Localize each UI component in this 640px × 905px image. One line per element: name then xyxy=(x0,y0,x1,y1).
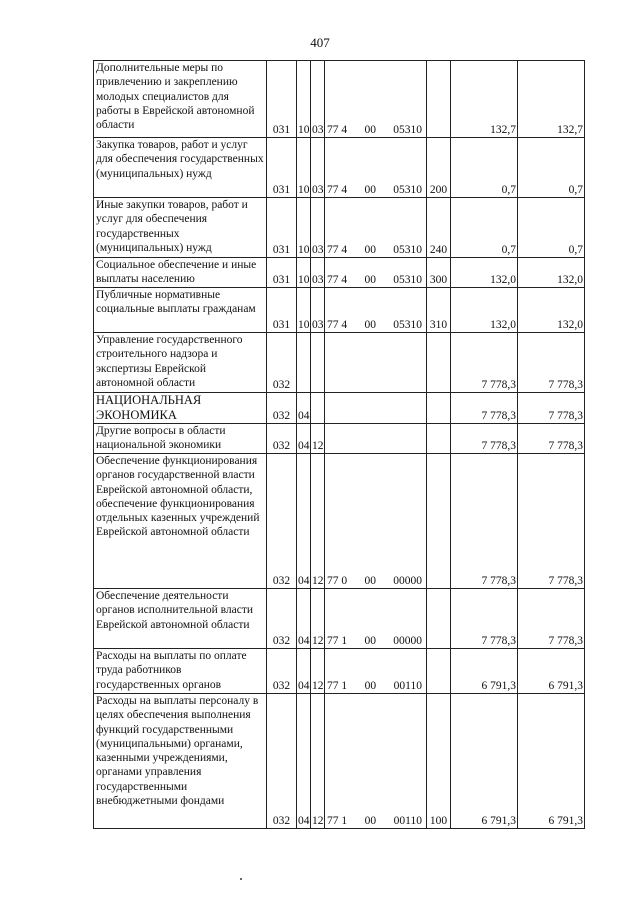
amount-second-year: 7 778,3 xyxy=(518,424,585,454)
footer-mark xyxy=(240,878,242,880)
target-article-parts xyxy=(326,183,425,197)
target-code-part: 05310 xyxy=(393,183,422,196)
section-code: 10 xyxy=(297,61,311,138)
target-code-part: 00 xyxy=(364,273,376,286)
target-article-code xyxy=(325,589,427,649)
target-code-part: 05310 xyxy=(393,318,422,331)
subsection-code xyxy=(311,393,325,424)
row-name: Публичные нормативные социальные выплаты гражданам xyxy=(94,288,267,333)
table-row xyxy=(94,454,585,589)
subsection-code: 03 xyxy=(311,288,325,333)
table-row xyxy=(94,424,585,454)
target-code-part: 00 xyxy=(364,814,377,827)
subsection-code: 03 xyxy=(311,198,325,258)
target-code-part: 77 1 xyxy=(327,814,348,827)
target-article-code xyxy=(325,288,427,333)
amount-first-year: 7 778,3 xyxy=(451,333,518,393)
subsection-code: 12 xyxy=(311,424,325,454)
amount-first-year: 7 778,3 xyxy=(451,393,518,424)
amount-second-year: 7 778,3 xyxy=(518,333,585,393)
amount-first-year: 0,7 xyxy=(451,198,518,258)
target-code-part: 77 4 xyxy=(327,243,348,256)
subsection-code: 03 xyxy=(311,61,325,138)
table-body xyxy=(94,61,585,829)
admin-code: 031 xyxy=(267,138,297,198)
row-name: НАЦИОНАЛЬНАЯ ЭКОНОМИКА xyxy=(94,393,267,424)
target-article-code xyxy=(325,61,427,138)
amount-first-year: 7 778,3 xyxy=(451,589,518,649)
target-article-parts xyxy=(326,634,425,648)
table-row xyxy=(94,694,585,829)
target-code-part: 00000 xyxy=(393,634,422,647)
admin-code: 032 xyxy=(267,333,297,393)
row-name: Обеспечение функционирования органов государственной власти Еврейской автономной области, обеспечение функционирования отдельных казенных учреждений Еврейской автономной области xyxy=(94,454,267,589)
table-row xyxy=(94,61,585,138)
expense-type-code xyxy=(427,393,451,424)
admin-code: 032 xyxy=(267,393,297,424)
expense-type-code: 100 xyxy=(427,694,451,829)
expense-type-code xyxy=(427,333,451,393)
admin-code: 031 xyxy=(267,61,297,138)
amount-first-year: 7 778,3 xyxy=(451,424,518,454)
section-code xyxy=(297,333,311,393)
section-code: 10 xyxy=(297,288,311,333)
expense-type-code xyxy=(427,589,451,649)
page-number: 407 xyxy=(310,35,330,50)
table-row xyxy=(94,589,585,649)
amount-second-year: 0,7 xyxy=(518,138,585,198)
subsection-code: 12 xyxy=(311,694,325,829)
target-code-part: 05310 xyxy=(393,123,422,136)
target-code-part: 00 xyxy=(364,243,376,256)
target-code-part: 00 xyxy=(364,318,376,331)
subsection-code: 03 xyxy=(311,138,325,198)
target-article-code xyxy=(325,393,427,424)
subsection-code: 12 xyxy=(311,589,325,649)
subsection-code: 12 xyxy=(311,454,325,589)
target-code-part: 05310 xyxy=(393,273,422,286)
target-article-parts xyxy=(326,123,425,137)
target-code-part: 00110 xyxy=(393,814,422,827)
target-code-part: 00 xyxy=(364,634,376,647)
target-article-parts xyxy=(326,273,425,287)
admin-code: 031 xyxy=(267,288,297,333)
target-article-code xyxy=(325,138,427,198)
table-row xyxy=(94,288,585,333)
target-article-code xyxy=(325,198,427,258)
table-row xyxy=(94,258,585,288)
section-code: 10 xyxy=(297,258,311,288)
table-row xyxy=(94,333,585,393)
amount-first-year: 0,7 xyxy=(451,138,518,198)
amount-second-year: 7 778,3 xyxy=(518,454,585,589)
amount-second-year: 7 778,3 xyxy=(518,589,585,649)
target-code-part: 77 4 xyxy=(327,273,348,286)
target-code-part: 77 1 xyxy=(327,679,348,692)
amount-first-year: 132,0 xyxy=(451,258,518,288)
target-code-part: 00000 xyxy=(393,574,422,587)
row-name: Другие вопросы в области национальной экономики xyxy=(94,424,267,454)
table-row xyxy=(94,393,585,424)
amount-second-year: 132,7 xyxy=(518,61,585,138)
amount-first-year: 6 791,3 xyxy=(451,694,518,829)
amount-first-year: 7 778,3 xyxy=(451,454,518,589)
target-code-part: 00 xyxy=(364,574,376,587)
target-code-part: 77 4 xyxy=(327,183,348,196)
target-article-parts xyxy=(326,814,425,828)
admin-code: 031 xyxy=(267,258,297,288)
target-article-code xyxy=(325,258,427,288)
row-name: Закупка товаров, работ и услуг для обеспечения государственных (муниципальных) нужд xyxy=(94,138,267,198)
admin-code: 032 xyxy=(267,649,297,694)
row-name: Расходы на выплаты персоналу в целях обеспечения выполнения функций государственными (муниципальными) органами, казенными учреждениями, органами управления государственными внебюджетными фондами xyxy=(94,694,267,829)
target-code-part: 00 xyxy=(364,183,376,196)
section-code: 04 xyxy=(297,393,311,424)
amount-second-year: 7 778,3 xyxy=(518,393,585,424)
row-name: Социальное обеспечение и иные выплаты населению xyxy=(94,258,267,288)
expense-type-code: 200 xyxy=(427,138,451,198)
amount-second-year: 132,0 xyxy=(518,258,585,288)
target-code-part: 77 1 xyxy=(327,634,348,647)
row-name: Управление государственного строительного надзора и экспертизы Еврейской автономной области xyxy=(94,333,267,393)
section-code: 04 xyxy=(297,589,311,649)
row-name: Расходы на выплаты по оплате труда работников государственных органов xyxy=(94,649,267,694)
expense-type-code xyxy=(427,424,451,454)
target-code-part: 00 xyxy=(364,679,377,692)
amount-second-year: 6 791,3 xyxy=(518,694,585,829)
section-code: 04 xyxy=(297,649,311,694)
target-code-part: 00110 xyxy=(393,679,422,692)
target-code-part: 77 4 xyxy=(327,318,348,331)
section-code: 04 xyxy=(297,424,311,454)
subsection-code: 12 xyxy=(311,649,325,694)
admin-code: 032 xyxy=(267,589,297,649)
amount-first-year: 6 791,3 xyxy=(451,649,518,694)
admin-code: 032 xyxy=(267,694,297,829)
subsection-code xyxy=(311,333,325,393)
expense-type-code xyxy=(427,61,451,138)
row-name: Дополнительные меры по привлечению и закреплению молодых специалистов для работы в Еврейской автономной области xyxy=(94,61,267,138)
target-article-parts xyxy=(326,679,425,693)
expense-type-code xyxy=(427,454,451,589)
target-code-part: 05310 xyxy=(393,243,422,256)
admin-code: 031 xyxy=(267,198,297,258)
amount-first-year: 132,7 xyxy=(451,61,518,138)
table-row xyxy=(94,198,585,258)
subsection-code: 03 xyxy=(311,258,325,288)
target-article-code xyxy=(325,333,427,393)
admin-code: 032 xyxy=(267,454,297,589)
target-code-part: 77 0 xyxy=(327,574,348,587)
target-article-parts xyxy=(326,243,425,257)
target-article-code xyxy=(325,694,427,829)
row-name: Обеспечение деятельности органов исполнительной власти Еврейской автономной области xyxy=(94,589,267,649)
expense-type-code xyxy=(427,649,451,694)
expense-type-code: 240 xyxy=(427,198,451,258)
target-code-part: 00 xyxy=(364,123,376,136)
row-name: Иные закупки товаров, работ и услуг для обеспечения государственных (муниципальных) нужд xyxy=(94,198,267,258)
section-code: 10 xyxy=(297,138,311,198)
admin-code: 032 xyxy=(267,424,297,454)
target-article-code xyxy=(325,454,427,589)
target-article-parts xyxy=(326,318,425,332)
budget-table xyxy=(93,60,585,829)
section-code: 10 xyxy=(297,198,311,258)
expense-type-code: 300 xyxy=(427,258,451,288)
table-row xyxy=(94,138,585,198)
amount-second-year: 0,7 xyxy=(518,198,585,258)
expense-type-code: 310 xyxy=(427,288,451,333)
target-article-parts xyxy=(326,574,425,588)
amount-first-year: 132,0 xyxy=(451,288,518,333)
amount-second-year: 132,0 xyxy=(518,288,585,333)
section-code: 04 xyxy=(297,454,311,589)
amount-second-year: 6 791,3 xyxy=(518,649,585,694)
target-article-code xyxy=(325,649,427,694)
target-article-code xyxy=(325,424,427,454)
table-row xyxy=(94,649,585,694)
target-code-part: 77 4 xyxy=(327,123,348,136)
section-code: 04 xyxy=(297,694,311,829)
